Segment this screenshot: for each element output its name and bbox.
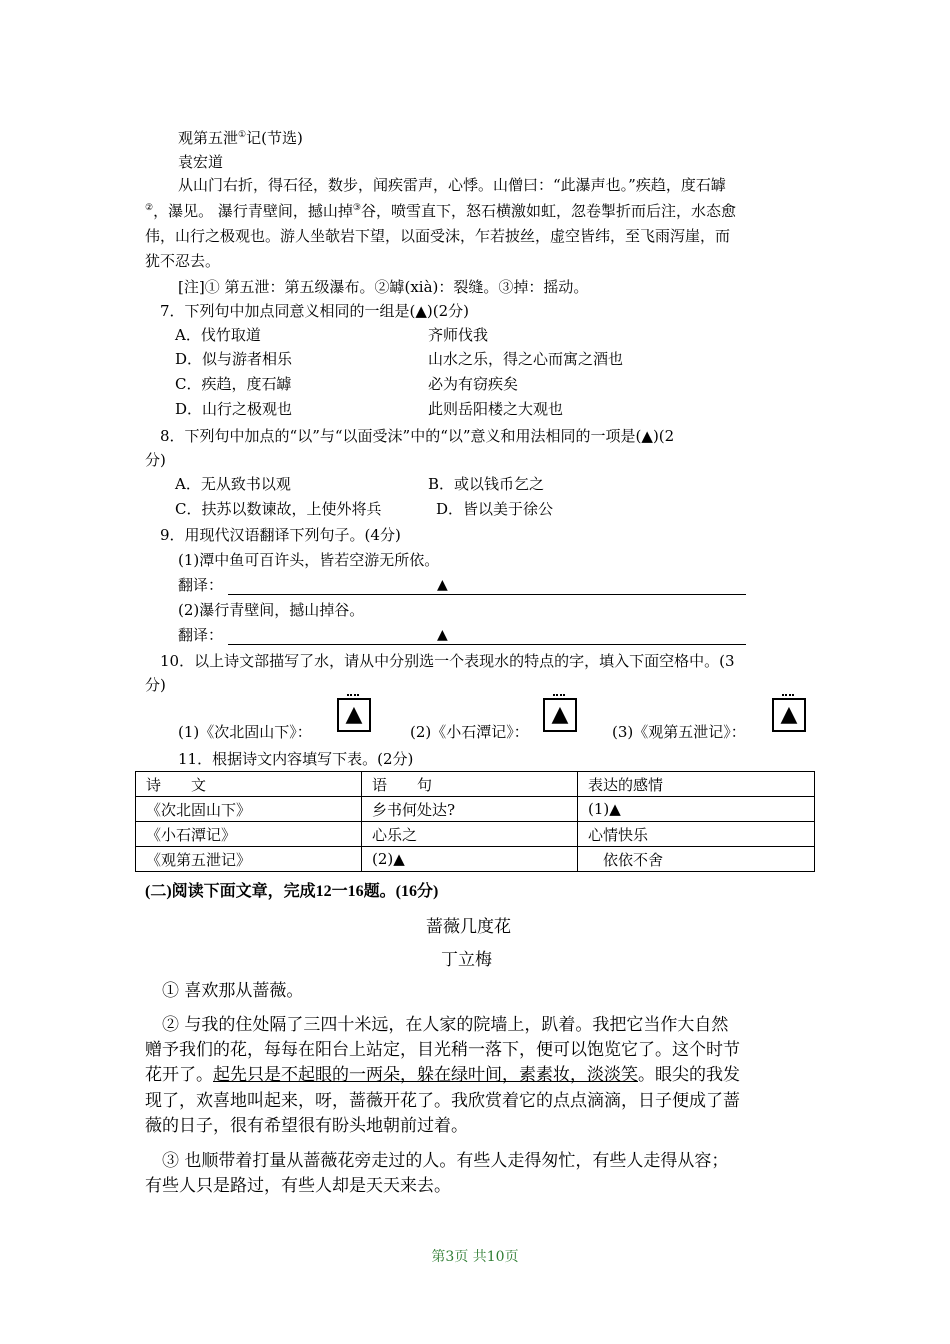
passage-author: 袁宏道 [178, 153, 224, 171]
q7-option-c: C．疾趋，度石罅 [175, 375, 292, 393]
table-cell-answer[interactable]: (1)▲ [578, 797, 815, 822]
table-cell: 乡书何处达? [362, 797, 578, 822]
section-2-heading: (二)阅读下面文章，完成12一16题。(16分) [145, 883, 439, 900]
passage-line: ②，瀑见。 瀑行青壁间，撼山掉③谷，喷雪直下，怒石横激如虹，忽卷掣折而后注，水态愈 [145, 202, 736, 220]
question-10-stem: 10．以上诗文部描写了水，请从中分别选一个表现水的特点的字，填入下面空格中。(3 [160, 652, 735, 670]
article-author: 丁立梅 [441, 950, 492, 970]
page-footer: 第3页 共10页 [431, 1249, 519, 1265]
q8-option-d: D．皆以美于徐公 [436, 500, 554, 518]
q11-table [135, 771, 815, 872]
table-header: 诗 文 [136, 772, 362, 797]
paragraph-2-line: 薇的日子，很有希望很有盼头地朝前过着。 [145, 1116, 468, 1136]
q8-option-a: A．无从致书以观 [175, 475, 291, 493]
q8-option-c: C．扶苏以数谏故，上使外将兵 [175, 500, 382, 518]
q8-option-b: B．或以钱币乞之 [428, 475, 545, 493]
q7-option-d-compare: 此则岳阳楼之大观也 [428, 400, 564, 418]
q10-item-1: (1)《次北固山下》： [178, 723, 312, 741]
passage-title: 观第五泄①记(节选) [178, 129, 303, 147]
passage-line: 犹不忍去。 [145, 252, 221, 270]
q9-answer-line-1[interactable] [228, 574, 746, 595]
question-8-stem-cont: 分) [145, 451, 166, 469]
passage-line: 从山门右折，得石径，数步，闻疾雷声，心悸。山僧曰：“此瀑声也。”疾趋，度石罅 [178, 176, 726, 194]
q9-translate-label: 翻译： [178, 576, 224, 594]
q10-answer-box-1[interactable]: ▲ [337, 698, 371, 732]
table-row [136, 847, 815, 872]
table-cell: 心情快乐 [578, 822, 815, 847]
q9-answer-line-2[interactable] [228, 624, 746, 645]
q7-option-d: D．山行之极观也 [175, 400, 293, 418]
paragraph-2-line: 现了，欢喜地叫起来，呀，蔷薇开花了。我欣赏着它的点点滴滴，日子便成了蔷 [145, 1091, 740, 1111]
table-cell: 《小石潭记》 [136, 822, 362, 847]
q10-item-3: (3)《观第五泄记》： [612, 723, 746, 741]
passage-notes: [注]① 第五泄：第五级瀑布。②罅(xià)：裂缝。③掉：摇动。 [178, 278, 589, 296]
question-11-stem: 11．根据诗文内容填写下表。(2分) [178, 750, 414, 768]
question-9-stem: 9．用现代汉语翻译下列句子。(4分) [160, 526, 401, 544]
paragraph-3-line: 有些人只是路过，有些人却是天天来去。 [145, 1176, 451, 1196]
q7-option-a: A．伐竹取道 [175, 326, 261, 344]
answer-blank-icon: ▲ [437, 577, 448, 593]
underlined-sentence: 起先只是不起眼的一两朵，躲在绿叶间，素素妆，淡淡笑 [213, 1065, 638, 1085]
q9-sentence-2: (2)瀑行青壁间，撼山掉谷。 [178, 601, 365, 619]
q10-answer-box-3[interactable]: ▲ [772, 698, 806, 732]
table-header: 语 句 [362, 772, 578, 797]
table-cell: 《观第五泄记》 [136, 847, 362, 872]
q7-option-c-compare: 必为有窃疾矣 [428, 375, 519, 393]
question-7-stem: 7．下列句中加点同意义相同的一组是(▲)(2分) [160, 302, 470, 320]
question-10-stem-cont: 分) [145, 676, 166, 694]
q7-option-b-compare: 山水之乐，得之心而寓之酒也 [428, 350, 624, 368]
table-cell: 《次北固山下》 [136, 797, 362, 822]
paragraph-1: ① 喜欢那从蔷薇。 [162, 981, 304, 1001]
table-row [136, 797, 815, 822]
paragraph-3-line: ③ 也顺带着打量从蔷薇花旁走过的人。有些人走得匆忙，有些人走得从容； [162, 1151, 729, 1171]
table-cell: 依依不舍 [578, 847, 815, 872]
q9-translate-label: 翻译： [178, 626, 224, 644]
table-cell-answer[interactable]: (2)▲ [362, 847, 578, 872]
q7-option-b: D．似与游者相乐 [175, 350, 293, 368]
question-8-stem: 8．下列句中加点的“以”与“以面受沫”中的“以”意义和用法相同的一项是(▲)(2 [160, 427, 675, 445]
table-cell: 心乐之 [362, 822, 578, 847]
paragraph-2-line: ② 与我的住处隔了三四十米远，在人家的院墙上，趴着。我把它当作大自然 [162, 1015, 729, 1035]
table-header-row [136, 772, 815, 797]
q10-item-2: (2)《小石潭记》： [410, 723, 529, 741]
answer-blank-icon: ▲ [437, 627, 448, 643]
table-header: 表达的感情 [578, 772, 815, 797]
passage-line: 伟，山行之极观也。游人坐欹岩下望，以面受沫，乍若披丝，虚空皆纬，至飞雨泻崖，而 [145, 227, 731, 245]
paragraph-2-line: 赠予我们的花，每每在阳台上站定，目光稍一落下，便可以饱览它了。这个时节 [145, 1040, 740, 1060]
q7-option-a-compare: 齐师伐我 [428, 326, 489, 344]
paragraph-2-line: 花开了。起先只是不起眼的一两朵，躲在绿叶间，素素妆，淡淡笑。眼尖的我发 [145, 1065, 740, 1085]
table-row [136, 822, 815, 847]
q9-sentence-1: (1)潭中鱼可百许头，皆若空游无所依。 [178, 551, 440, 569]
article-title: 蔷薇几度花 [426, 917, 511, 937]
q10-answer-box-2[interactable]: ▲ [543, 698, 577, 732]
